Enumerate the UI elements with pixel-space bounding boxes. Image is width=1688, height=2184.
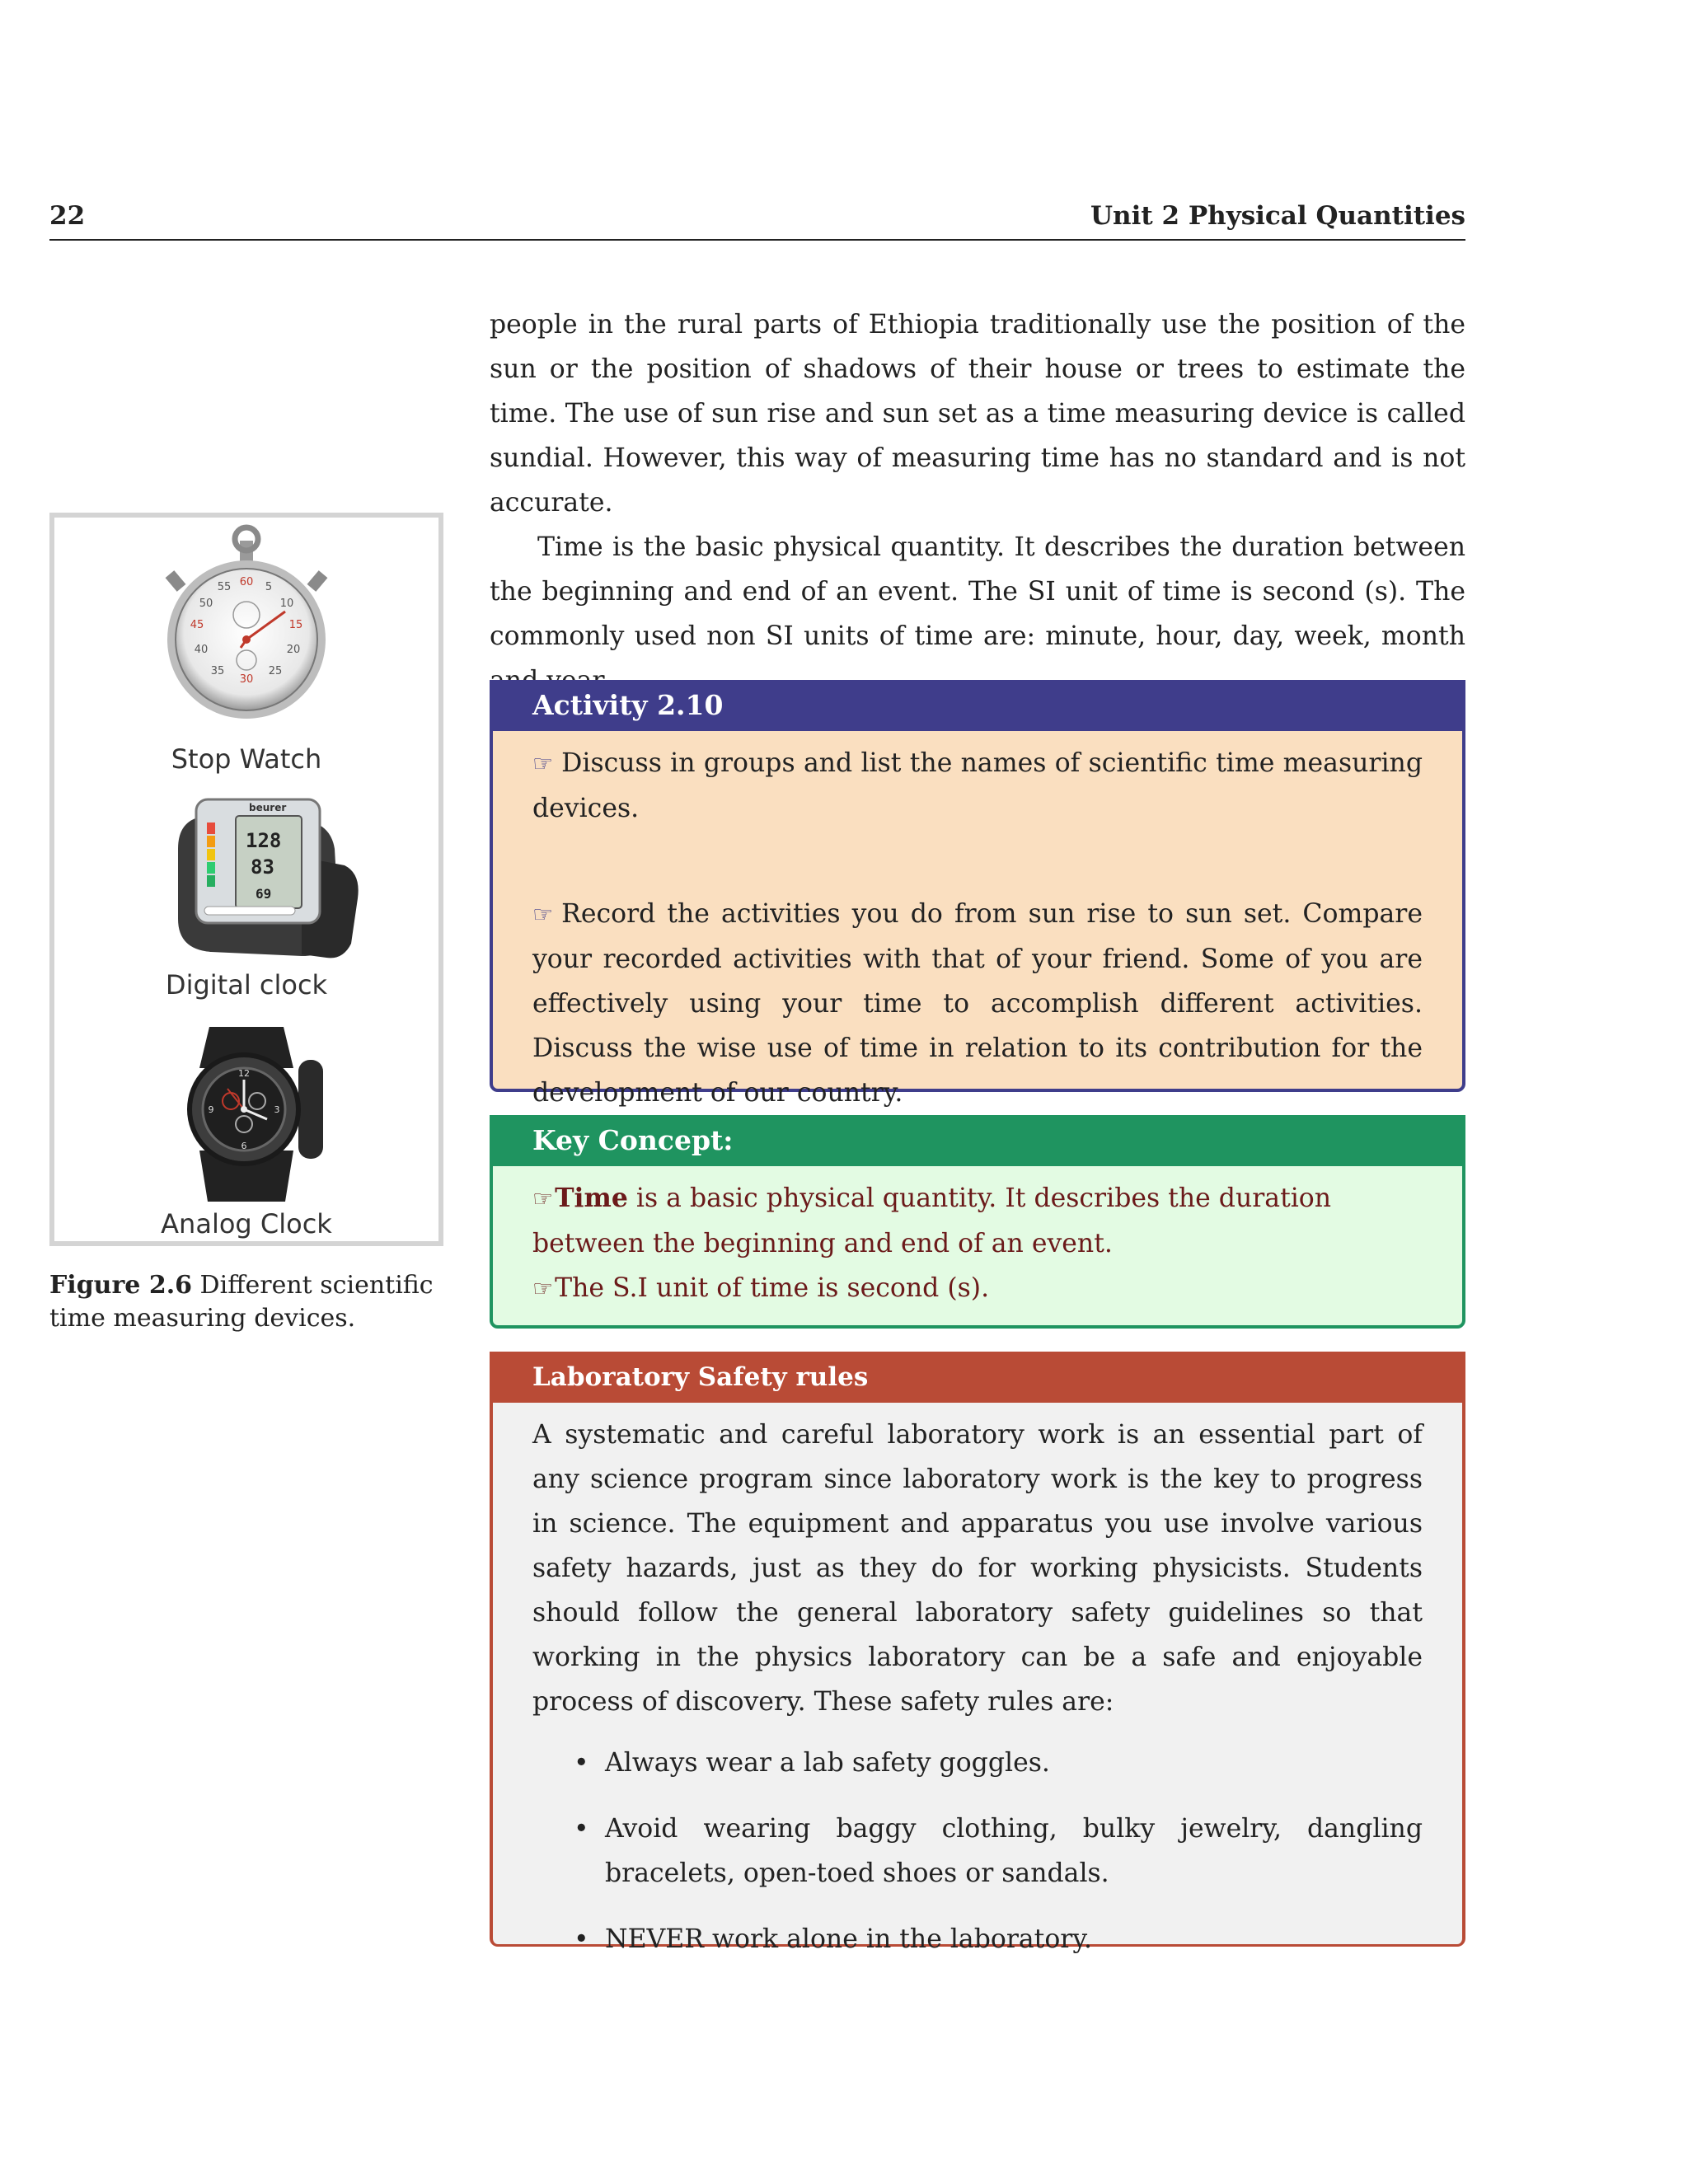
time-definition-paragraph: Time is the basic physical quantity. It describes the duration between the beginning and end of an event. The SI unit of time is second (s). The commonly used non SI units of time are: minute, hour, day, week, month (490, 532, 1465, 651)
svg-text:25: 25 (268, 665, 283, 677)
svg-text:5: 5 (265, 581, 273, 593)
stopwatch-icon (54, 524, 438, 722)
svg-text:beurer: beurer (249, 802, 287, 813)
figure-caption (49, 1269, 445, 1335)
pointing-hand-icon: ☞ (532, 1275, 554, 1302)
lab-safety-title: Laboratory Safety rules (490, 1352, 1465, 1403)
stopwatch-image (54, 524, 438, 722)
digital-readout-2: 83 (251, 855, 274, 879)
activity-item: ☞ Record the activities you do from sun rise to sun set. Compare your recorded activities with that of your friend. Some of you are effectively using your time to accomplish different activities. Discuss the wise use of time in relation to its contribution for the development of our country. (532, 892, 1423, 1115)
pointing-hand-icon: ☞ (532, 750, 554, 777)
page-number: 22 (49, 201, 86, 231)
pointing-hand-icon: ☞ (532, 1185, 554, 1212)
stopwatch-label: Stop Watch (171, 743, 322, 775)
digital-readout-3: 69 (256, 886, 272, 902)
svg-text:45: 45 (190, 619, 204, 631)
svg-text:55: 55 (217, 581, 232, 593)
key-concept-box (490, 1115, 1465, 1329)
svg-text:20: 20 (286, 644, 301, 656)
lab-safety-rules (532, 1741, 1423, 1961)
page-header (49, 198, 1465, 241)
pointing-hand-icon: ☞ (532, 901, 554, 928)
analog-clock-image (54, 1010, 438, 1208)
svg-text:15: 15 (288, 619, 303, 631)
svg-text:60: 60 (239, 576, 254, 588)
list-item: • NEVER work alone in the laboratory. (565, 1917, 1423, 1961)
bullet-icon: • (574, 1924, 589, 1954)
key-concept-term: Time (555, 1183, 628, 1213)
activity-title: Activity 2.10 (490, 680, 1465, 731)
intro-paragraph: people in the rural parts of Ethiopia traditionally use the position of the sun or the position of shadows of their house or trees to estimate the time. The use of sun rise and sun set as a time measuring device is called sundial. However, this way of measuring time has no standard and is not accurate. (490, 310, 1465, 518)
figure-devices (49, 513, 443, 1246)
unit-title: Unit 2 Physical Quantities (1090, 201, 1465, 231)
bullet-icon: • (574, 1814, 589, 1844)
svg-text:35: 35 (210, 665, 225, 677)
svg-text:6: 6 (241, 1141, 247, 1151)
analog-clock-label: Analog Clock (161, 1208, 332, 1240)
figure-caption-label: Figure 2.6 (49, 1271, 193, 1300)
digital-clock-image (54, 783, 438, 981)
lab-safety-intro: A systematic and careful laboratory work is an essential part of any science program since laboratory work is the key to progress in science. The equipment and apparatus you use involve various safety hazards, just as they do for working physicists. Students should follow the general laboratory safety guidelines so that working in the physics laboratory can be a safe and enjoyable process of discovery. These safety rules are: (532, 1420, 1423, 1717)
digital-readout-1: 128 (246, 829, 282, 852)
digital-clock-label: Digital clock (165, 969, 328, 1001)
list-item: • Avoid wearing baggy clothing, bulky jewelry, dangling bracelets, open-toed shoes or sandals. (565, 1807, 1423, 1896)
list-item: • Always wear a lab safety goggles. (565, 1741, 1423, 1785)
key-concept-item: ☞The S.I unit of time is second (s). (532, 1266, 1423, 1311)
figure-caption-text: Different scientific time measuring devices. (49, 1271, 434, 1333)
lab-safety-box (490, 1352, 1465, 1954)
svg-text:3: 3 (274, 1104, 280, 1115)
key-concept-item: ☞Time is a basic physical quantity. It describes the duration between the beginning and end of an event. (532, 1176, 1423, 1266)
svg-text:50: 50 (199, 598, 213, 610)
bullet-icon: • (574, 1748, 589, 1778)
analog-clock-icon (54, 1010, 438, 1208)
svg-text:10: 10 (279, 598, 294, 610)
svg-text:40: 40 (194, 644, 209, 656)
svg-text:30: 30 (239, 673, 254, 686)
activity-box (490, 680, 1465, 1108)
key-concept-title: Key Concept: (490, 1115, 1465, 1166)
activity-item: ☞ Discuss in groups and list the names of scientific time measuring devices. (532, 741, 1423, 831)
svg-text:12: 12 (238, 1068, 250, 1079)
svg-text:9: 9 (208, 1104, 214, 1115)
digital-clock-icon (54, 783, 438, 981)
